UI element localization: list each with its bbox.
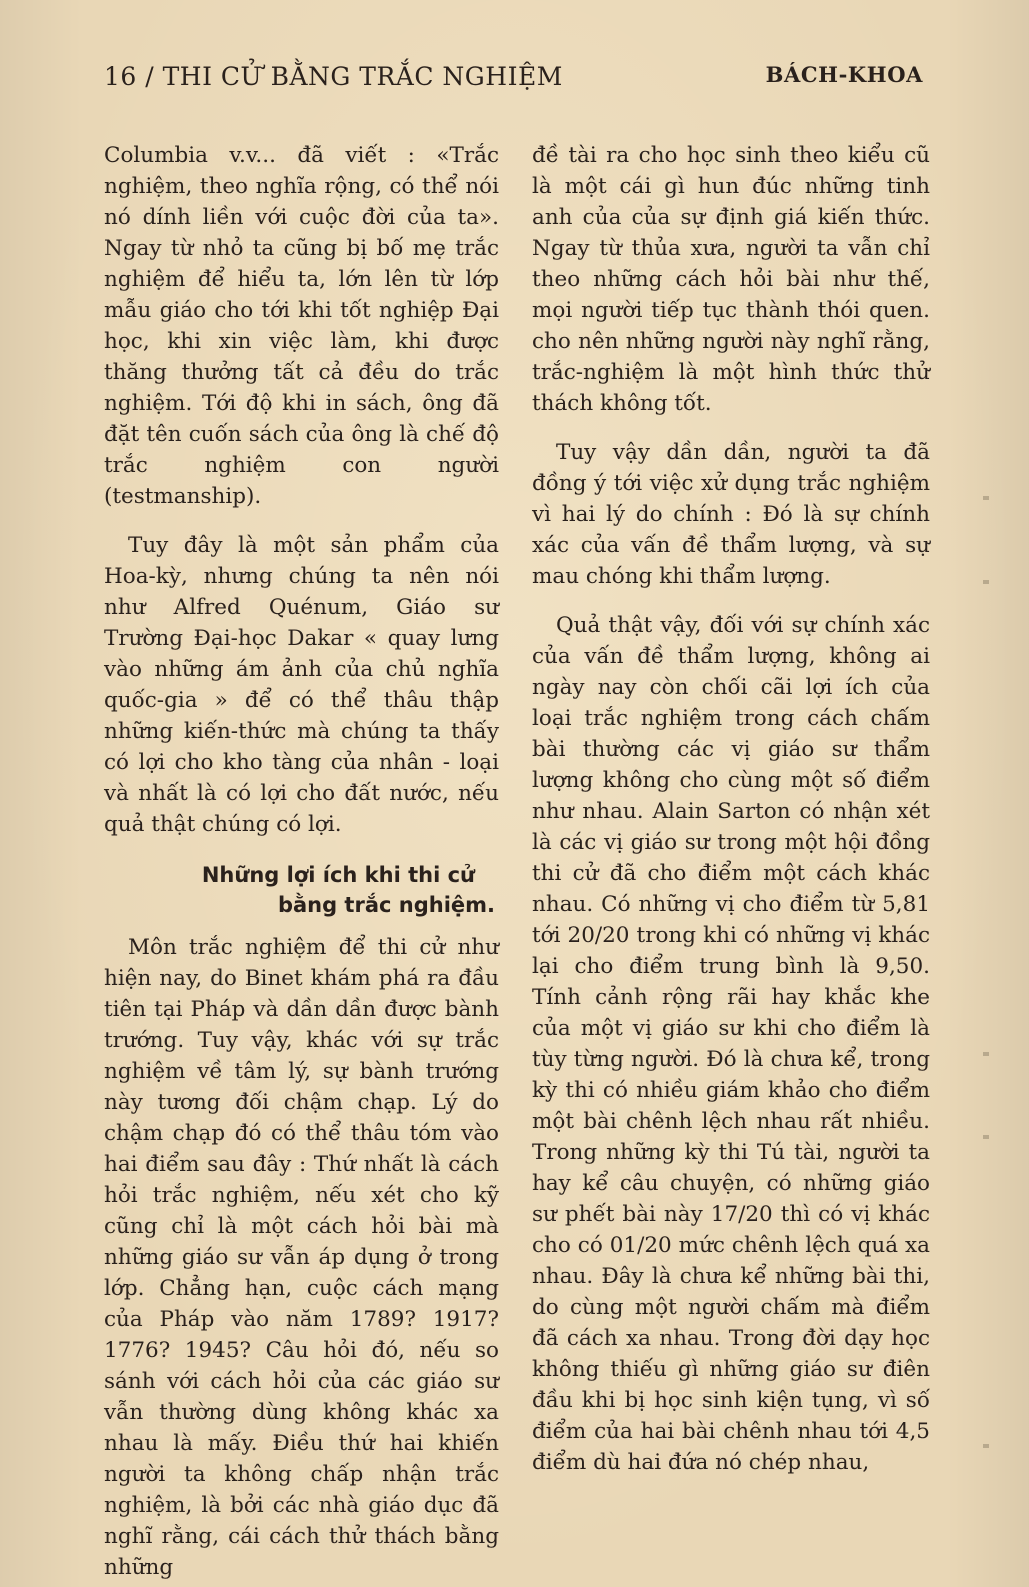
margin-mark [983,1444,989,1448]
section-heading-line: bằng trắc nghiệm. [277,893,495,917]
section-heading [104,860,499,920]
paragraph: đề tài ra cho học sinh theo kiểu cũ là một cái gì hun đúc những tinh anh của của sự định giá kiến thức. Ngay từ thủa xưa, người ta vẫn chỉ theo những cách hỏi bài như thế, mọi người tiếp tục thành thói quen. cho nên những người này nghĩ rằng, trắc-nghiệm là một hình thức thử thách không tốt. [532,143,930,416]
left-column [104,140,499,1583]
margin-mark [983,580,989,584]
right-column [532,140,930,1478]
paragraph: Môn trắc nghiệm để thi cử như hiện nay, do Binet khám phá ra đầu tiên tại Pháp và dần dần được bành trướng. Tuy vậy, khác với sự trắc nghiệm về tâm lý, sự bành trướng này tương đối chậm chạp. Lý do chậm chạp đó có thể thâu tóm vào hai điểm sau đây : Thứ nhất là cách hỏi trắc nghiệm, nếu xét cho kỹ cũng chỉ là một cách hỏi bài mà những giáo sư vẫn áp dụng ở trong lớp. Chẳng hạn, cuộc cách mạng của Pháp vào năm 1789? 1917? 1776? 1945? Câu hỏi đó, nếu so sánh với cách hỏi của các giáo sư vẫn thường dùng không khác xa nhau là mấy. Điều thứ hai khiến người ta không chấp nhận trắc nghiệm, là bởi các nhà giáo dục đã nghĩ rằng, cái cách thử thách bằng những [104,935,499,1580]
margin-mark [983,1135,989,1139]
journal-name: BÁCH-KHOA [765,62,923,87]
section-heading-line: Những lợi ích khi thi cử [201,863,475,887]
margin-mark [983,496,989,500]
paragraph: Tuy đây là một sản phẩm của Hoa-kỳ, nhưng chúng ta nên nói như Alfred Quénum, Giáo sư Trường Đại-học Dakar « quay lưng vào những ám ảnh của chủ nghĩa quốc-gia » để có thể thâu thập những kiến-thức mà chúng ta thấy có lợi cho kho tàng của nhân - loại và nhất là có lợi cho đất nước, nếu quả thật chúng có lợi. [104,533,499,837]
page-header [104,62,923,102]
paragraph: Quả thật vậy, đối với sự chính xác của vấn đề thẩm lượng, không ai ngày nay còn chối cãi lợi ích của loại trắc nghiệm trong cách chấm bài thường các vị giáo sư thẩm lượng không cho cùng một số điểm như nhau. Alain Sarton có nhận xét là các vị giáo sư trong một hội đồng thi cử đã cho điểm một cách khác nhau. Có những vị cho điểm từ 5,81 tới 20/20 trong khi có những vị khác lại cho điểm trung bình là 9,50. Tính cảnh rộng rãi hay khắc khe của một vị giáo sư khi cho điểm là tùy từng người. Đó là chưa kể, trong kỳ thi có nhiều giám khảo cho điểm một bài chênh lệch nhau rất nhiều. Trong những kỳ thi Tú tài, người ta hay kể câu chuyện, có những giáo sư phết bài này 17/20 thì có vị khác cho có 01/20 mức chênh lệch quá xa nhau. Đây là chưa kể những bài thi, do cùng một người chấm mà điểm đã cách xa nhau. Trong đời dạy học không thiếu gì những giáo sư điên đầu khi bị học sinh kiện tụng, vì số điểm của hai bài chênh nhau tới 4,5 điểm dù hai đứa nó chép nhau, [532,613,930,1475]
paragraph: Tuy vậy dần dần, người ta đã đồng ý tới việc xử dụng trắc nghiệm vì hai lý do chính : Đó là sự chính xác của vấn đề thẩm lượng, và sự mau chóng khi thẩm lượng. [532,440,930,589]
running-title: 16 / THI CỬ BẰNG TRẮC NGHIỆM [104,62,563,91]
paragraph: Columbia v.v... đã viết : «Trắc nghiệm, theo nghĩa rộng, có thể nói nó dính liền với cuộc đời của ta». Ngay từ nhỏ ta cũng bị bố mẹ trắc nghiệm để hiểu ta, lớn lên từ lớp mẫu giáo cho tới khi tốt nghiệp Đại học, khi xin việc làm, khi được thăng thưởng tất cả đều do trắc nghiệm. Tới độ khi in sách, ông đã đặt tên cuốn sách của ông là chế độ trắc nghiệm con người (testmanship). [104,143,499,509]
margin-mark [983,1052,989,1056]
